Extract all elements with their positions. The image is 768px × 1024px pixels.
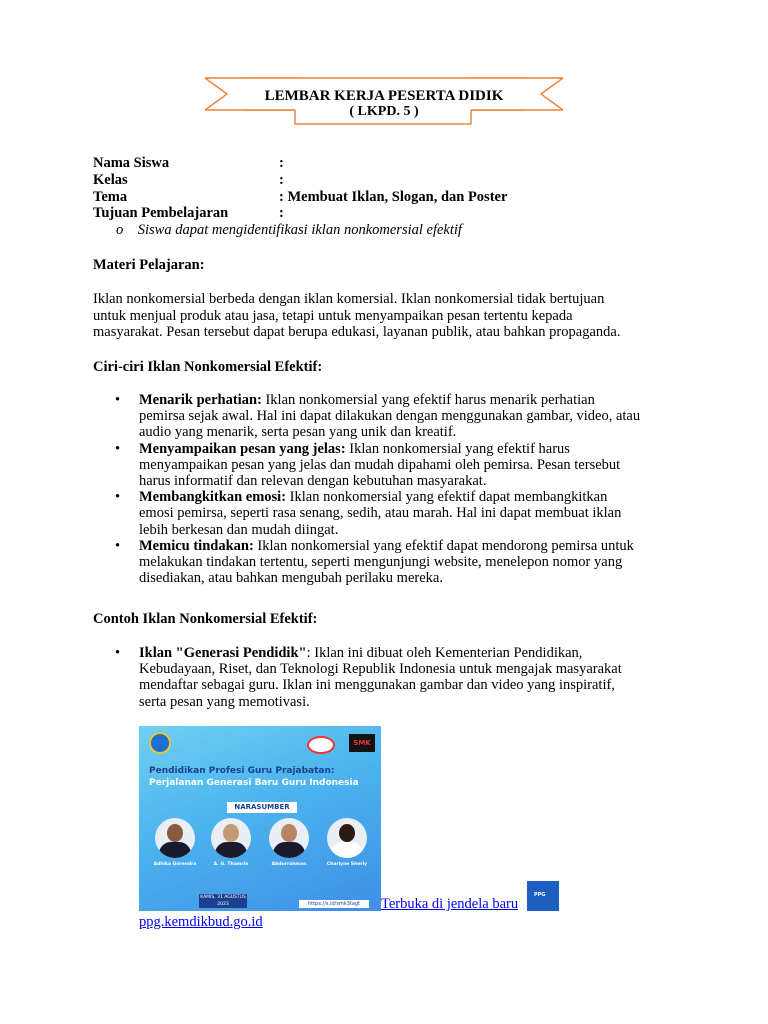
item-term: Membangkitkan emosi: xyxy=(139,489,287,506)
item-text: audio yang menarik, serta pesan yang unik dan kreatif. xyxy=(139,424,457,441)
item-text: emosi pemirsa, seperti rasa senang, sedih, atau marah. Hal ini dapat membuat iklan xyxy=(139,505,622,522)
poster-title-line2: Perjalanan Generasi Baru Guru Indonesia xyxy=(149,778,359,788)
speaker-photo xyxy=(211,818,251,858)
name-label: Nama Siswa xyxy=(93,155,170,171)
objective-label: Tujuan Pembelajaran xyxy=(93,205,229,221)
ciri-heading: Ciri-ciri Iklan Nonkomersial Efektif: xyxy=(93,359,323,375)
item-text: : Iklan ini dibuat oleh Kementerian Pendidikan, xyxy=(306,645,583,661)
item-text: serta pesan yang memotivasi. xyxy=(139,693,310,710)
objective-item xyxy=(116,222,462,238)
item-text: harus informatif dan relevan dengan kebutuhan masyarakat. xyxy=(139,473,487,490)
kemdikbud-logo-icon xyxy=(149,732,171,754)
materi-paragraph xyxy=(93,291,693,341)
item-term: Menyampaikan pesan yang jelas: xyxy=(139,440,346,457)
item-text: pemirsa sejak awal. Hal ini dapat dilakukan dengan menggunakan gambar, video, atau xyxy=(139,408,641,425)
speaker-photo xyxy=(327,818,367,858)
name-row xyxy=(93,155,284,171)
contoh-list xyxy=(93,645,693,710)
speaker-name: Abdurrahman xyxy=(271,862,307,867)
speaker-name: Adhika Gorendra xyxy=(153,862,197,867)
bullet-dot: • xyxy=(115,440,121,457)
objective-marker: o xyxy=(116,222,124,238)
contoh-heading: Contoh Iklan Nonkomersial Efektif: xyxy=(93,611,318,627)
theme-label: Tema xyxy=(93,189,128,205)
speaker-photo xyxy=(155,818,195,858)
list-item xyxy=(93,645,693,710)
bullet-dot: • xyxy=(115,392,121,408)
speaker-name: A. G. Thamrin xyxy=(213,862,249,867)
list-item xyxy=(93,489,693,538)
bullet-dot: • xyxy=(115,645,121,661)
list-item xyxy=(93,538,693,587)
item-text: melakukan tindakan tertentu, seperti mengunjungi website, menelepon nomor yang xyxy=(139,554,623,571)
materi-line: masyarakat. Pesan tersebut dapat berupa edukasi, layanan publik, atau bahkan propaganda. xyxy=(93,324,621,340)
event-url: https://s.id/smk3tagt xyxy=(299,900,369,908)
partner-logo-icon xyxy=(307,736,335,754)
class-row xyxy=(93,172,284,188)
objective-value: : xyxy=(279,205,284,221)
event-date: KAMIS, 31 AGUSTUS 2023 xyxy=(200,895,246,907)
list-item xyxy=(93,392,693,441)
speaker-photo xyxy=(269,818,309,858)
name-value: : xyxy=(279,155,284,171)
item-term: Iklan "Generasi Pendidik" xyxy=(139,645,307,661)
ppg-poster-image[interactable] xyxy=(139,726,381,911)
item-text: Iklan nonkomersial yang efektif harus xyxy=(345,440,570,457)
item-text: Iklan nonkomersial yang efektif harus menarik perhatian xyxy=(261,392,595,408)
ppg-icon-label: PPG xyxy=(534,892,546,898)
worksheet-title: LEMBAR KERJA PESERTA DIDIK xyxy=(264,88,504,104)
item-text: mendaftar sebagai guru. Iklan ini menggunakan gambar dan video yang inspiratif, xyxy=(139,677,615,694)
item-text: Kebudayaan, Riset, dan Teknologi Republik Indonesia untuk mengajak masyarakat xyxy=(139,661,622,678)
theme-value: : Membuat Iklan, Slogan, dan Poster xyxy=(279,189,508,205)
speaker-badge: NARASUMBER xyxy=(227,802,297,813)
item-term: Menarik perhatian: xyxy=(139,392,262,408)
class-label: Kelas xyxy=(93,172,128,188)
item-text: lebih berkesan dan mudah diingat. xyxy=(139,521,339,538)
materi-heading: Materi Pelajaran: xyxy=(93,257,205,273)
class-value: : xyxy=(279,172,284,188)
speaker-name: Charlyne Sherly xyxy=(326,862,368,867)
item-text: disediakan, atau bahkan mengubah perilaku mereka. xyxy=(139,570,443,587)
worksheet-number: ( LKPD. 5 ) xyxy=(349,104,419,119)
item-text: menyampaikan pesan yang jelas dan mudah dipahami oleh pemirsa. Pesan tersebut xyxy=(139,456,621,473)
materi-line: untuk menjual produk atau jasa, tetapi untuk menyampaikan pesan tertentu kepada xyxy=(93,307,573,324)
item-text: Iklan nonkomersial yang efektif dapat mendorong pemirsa untuk xyxy=(253,537,634,554)
item-term: Memicu tindakan: xyxy=(139,537,254,554)
smk-logo-icon: SMK xyxy=(349,734,375,752)
objective-row xyxy=(93,205,284,221)
ciri-list xyxy=(93,392,693,586)
poster-title-line1: Pendidikan Profesi Guru Prajabatan: xyxy=(149,766,335,776)
bullet-dot: • xyxy=(115,537,121,554)
objective-text: Siswa dapat mengidentifikasi iklan nonkomersial efektif xyxy=(137,222,462,238)
open-new-window-link[interactable]: Terbuka di jendela baru xyxy=(381,896,519,912)
ppg-thumbnail-icon[interactable] xyxy=(527,881,559,911)
bullet-dot: • xyxy=(115,489,121,506)
source-link[interactable]: ppg.kemdikbud.go.id xyxy=(139,914,263,930)
theme-row xyxy=(93,189,507,205)
list-item xyxy=(93,441,693,490)
item-text: Iklan nonkomersial yang efektif dapat membangkitkan xyxy=(286,489,608,506)
materi-line: Iklan nonkomersial berbeda dengan iklan komersial. Iklan nonkomersial tidak bertujuan xyxy=(93,291,605,307)
